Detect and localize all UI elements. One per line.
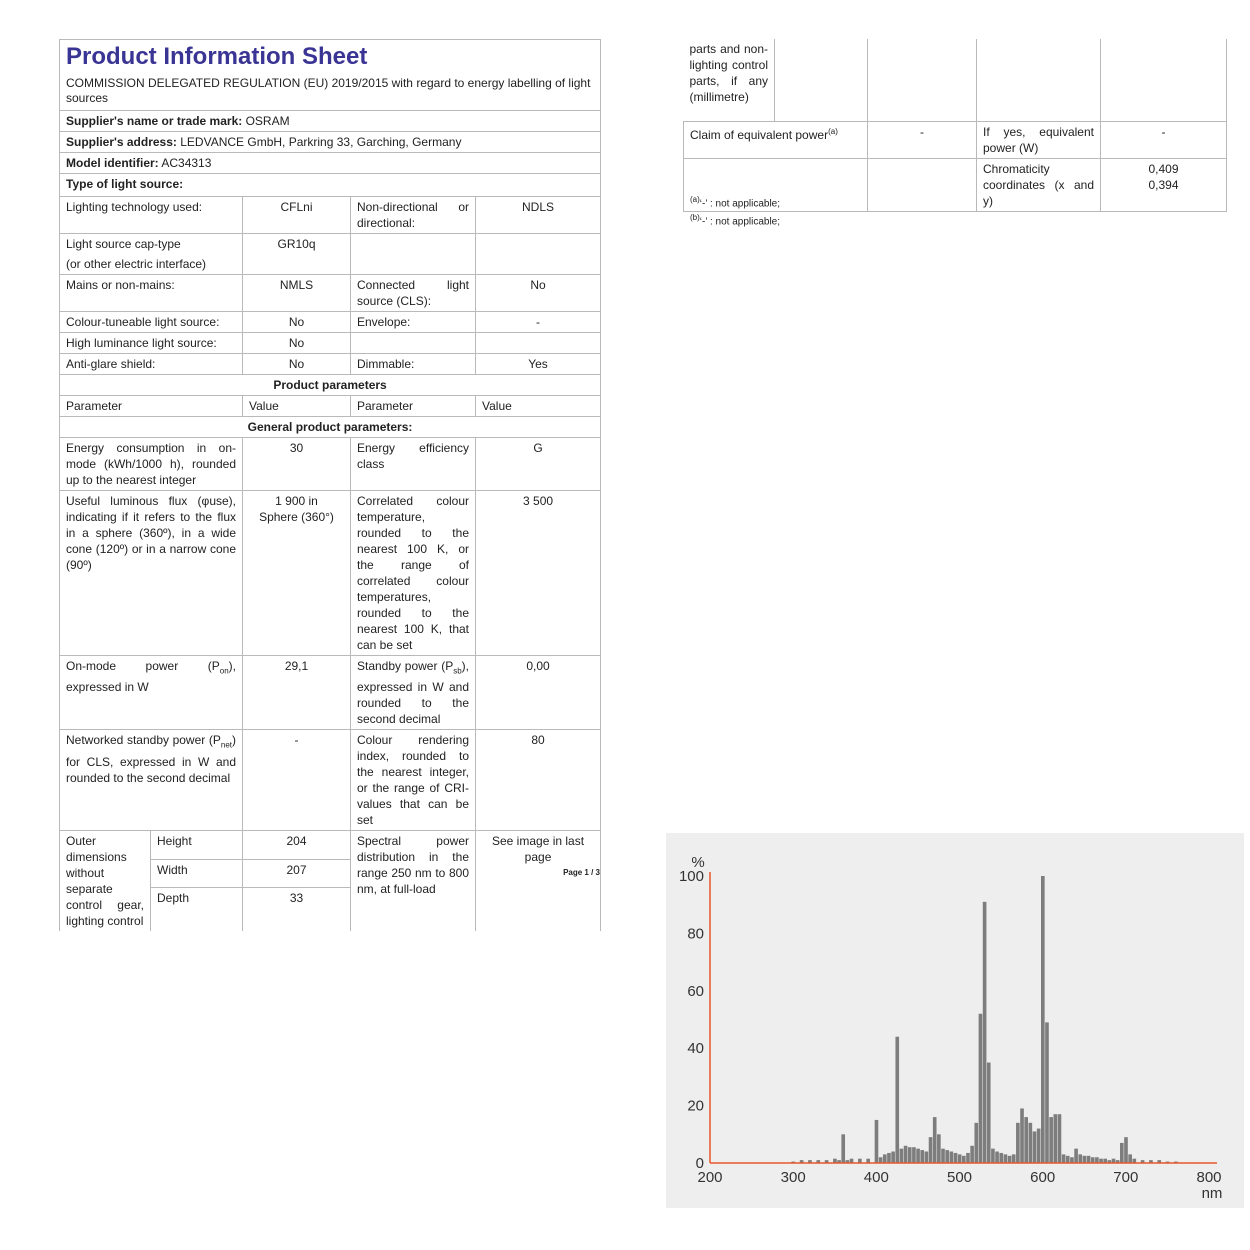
footnote-text: ‘-’ : not applicable; [699, 216, 781, 228]
spectral-bar [941, 1149, 945, 1163]
model-label: Model identifier: [66, 156, 159, 170]
x-tick-label: 200 [697, 1169, 723, 1186]
spectral-bar [1078, 1154, 1082, 1163]
spectral-bar [958, 1154, 962, 1163]
param-label-text: On-mode power (P [66, 659, 220, 673]
y-tick-label: 80 [687, 925, 704, 943]
spectral-bar [904, 1146, 908, 1163]
y-tick-label: 0 [695, 1155, 704, 1172]
spectral-bar [895, 1037, 899, 1163]
supplier-label: Supplier's name or trade mark: [66, 114, 243, 128]
param-value: 29,1 [243, 656, 351, 730]
param-subscript: on [219, 666, 229, 676]
param-label [60, 730, 243, 831]
y-tick-label: 60 [687, 982, 704, 1000]
type-label: High luminance light source: [60, 333, 243, 354]
x-tick-label: 700 [1113, 1169, 1139, 1186]
continuation-page [683, 39, 1226, 212]
spectral-bar [1070, 1157, 1074, 1163]
type-value: - [476, 312, 601, 333]
empty-cell [868, 158, 977, 211]
spectral-bar [1128, 1154, 1132, 1163]
y-tick-label: 20 [687, 1097, 704, 1115]
param-label: Energy efficiency class [351, 438, 476, 491]
dimension-value: 207 [243, 859, 351, 887]
spectral-bar [1083, 1156, 1087, 1163]
type-value: GR10q [243, 234, 351, 275]
type-label: Colour-tuneable light source: [60, 312, 243, 333]
spectral-bar [1024, 1117, 1028, 1163]
y-axis-unit: % [691, 854, 705, 871]
footnote-ref: (a) [828, 126, 838, 136]
claim-label: Claim of equivalent power [690, 127, 829, 142]
flux-sphere: Sphere (360°) [259, 510, 334, 524]
general-parameters-heading: General product parameters: [60, 417, 601, 438]
param-value: 0,00 [476, 656, 601, 730]
footnote-a [690, 194, 780, 210]
x-tick-label: 500 [946, 1169, 973, 1186]
spectral-bar [920, 1150, 924, 1163]
spectral-bar [912, 1147, 916, 1163]
dimension-name: Depth [151, 887, 243, 931]
spectral-bar [1053, 1114, 1057, 1163]
column-header: Value [476, 396, 601, 417]
type-value: No [243, 333, 351, 354]
supplier-value: OSRAM [245, 114, 290, 128]
param-value: 80 [476, 730, 601, 831]
spectral-bar [1049, 1117, 1053, 1163]
param-value: - [1101, 121, 1227, 158]
spectral-bar [954, 1153, 958, 1163]
param-label: Colour rendering index, rounded to the nearest integer, or the range of CRI-values that can be set [351, 730, 476, 831]
spectral-bar [1012, 1154, 1016, 1163]
type-value: NMLS [243, 275, 351, 312]
spectral-bar [1058, 1114, 1062, 1163]
type-value [476, 333, 601, 354]
spectral-bar [891, 1152, 895, 1163]
spectral-bar [916, 1149, 920, 1163]
x-axis-unit: nm [1201, 1185, 1223, 1202]
info-table [59, 39, 601, 931]
spectral-bar [1091, 1157, 1095, 1163]
spectral-distribution-value: See image in last page [476, 831, 601, 932]
param-value: 30 [243, 438, 351, 491]
model-row [60, 153, 601, 174]
address-label: Supplier's address: [66, 135, 177, 149]
spectral-bar [925, 1152, 929, 1163]
cap-type-sublabel: (or other electric interface) [66, 257, 207, 271]
empty-cell [775, 39, 868, 121]
spectral-bar [933, 1117, 937, 1163]
spectral-bars [792, 876, 1178, 1163]
cap-type-label: Light source cap-type [66, 237, 181, 251]
x-tick-label: 600 [1030, 1169, 1056, 1186]
x-tick-label: 400 [863, 1169, 889, 1186]
param-subscript: sb [453, 666, 462, 676]
param-value: G [476, 438, 601, 491]
footnote-mark: (b) [690, 213, 700, 222]
spectral-bar [974, 1123, 978, 1163]
page-title: Product Information Sheet [60, 40, 601, 75]
type-label [60, 234, 243, 275]
type-label [351, 333, 476, 354]
spectral-bar [937, 1134, 941, 1163]
param-label-text: ), expressed in W [66, 659, 236, 695]
spectral-bar [1041, 876, 1045, 1163]
spectral-bar [908, 1147, 912, 1163]
type-label: Dimmable: [351, 354, 476, 375]
spectral-bar [887, 1153, 891, 1163]
chroma-x: 0,409 [1148, 161, 1179, 176]
param-label: Correlated colour temperature, rounded to the nearest 100 K, or the range of correlated colour temperatures, rounded to the nearest 100 K, that can be set [351, 491, 476, 656]
dimensions-label-continued: parts and non-lighting control parts, if any (millimetre) [684, 39, 775, 121]
type-label [351, 234, 476, 275]
spectral-bar [1004, 1154, 1008, 1163]
type-value: No [476, 275, 601, 312]
spectral-bar [979, 1014, 983, 1163]
spectral-bar [900, 1149, 904, 1163]
param-label: Chromaticity coordinates (x and y) [977, 158, 1101, 211]
y-tick-label: 40 [687, 1040, 704, 1058]
param-value: - [243, 730, 351, 831]
spectral-distribution-label: Spectral power distribution in the range 250 nm to 800 nm, at full-load [351, 831, 476, 932]
param-label-text: Standby power (P [357, 659, 454, 673]
param-subscript: net [220, 740, 232, 750]
flux-value: 1 900 in [275, 494, 318, 508]
spectral-bar [1020, 1108, 1024, 1163]
param-value [1101, 158, 1227, 211]
spectral-bar [875, 1120, 879, 1163]
spectral-power-chart [666, 833, 1244, 1208]
type-label: Envelope: [351, 312, 476, 333]
spectral-bar [950, 1152, 954, 1163]
type-label: Mains or non-mains: [60, 275, 243, 312]
param-label [351, 656, 476, 730]
empty-cell [868, 39, 977, 121]
empty-cell [1101, 39, 1227, 121]
type-heading: Type of light source: [60, 174, 601, 197]
product-parameters-heading: Product parameters [60, 375, 601, 396]
param-value: - [868, 121, 977, 158]
spectral-bar [999, 1153, 1003, 1163]
type-label: Lighting technology used: [60, 197, 243, 234]
spectral-bar [1037, 1129, 1041, 1163]
spectral-bar [962, 1156, 966, 1163]
type-value [476, 234, 601, 275]
param-label-text: ) for CLS, expressed in W and rounded to the second decimal [66, 733, 236, 785]
model-value: AC34313 [161, 156, 212, 170]
continuation-table [683, 39, 1227, 212]
footnote-mark: (a) [690, 195, 700, 204]
spectral-bar [1120, 1143, 1124, 1163]
param-label: If yes, equivalent power (W) [977, 121, 1101, 158]
param-label-text: Networked standby power (P [66, 733, 221, 748]
empty-cell [977, 39, 1101, 121]
spectral-bar [991, 1149, 995, 1163]
spectral-bar [1029, 1123, 1033, 1163]
type-value: No [243, 312, 351, 333]
column-header: Value [243, 396, 351, 417]
address-value: LEDVANCE GmbH, Parkring 33, Garching, Germany [180, 135, 462, 149]
type-value: No [243, 354, 351, 375]
spectral-bar [883, 1154, 887, 1163]
spectral-bar [966, 1153, 970, 1163]
dimension-value: 204 [243, 831, 351, 859]
dimension-value: 33 [243, 887, 351, 931]
spectral-bar [970, 1146, 974, 1163]
chart-axes [710, 872, 1217, 1163]
supplier-row [60, 111, 601, 132]
spectral-bar [1033, 1131, 1037, 1163]
dimension-name: Height [151, 831, 243, 859]
spectral-bar [929, 1137, 933, 1163]
type-label: Non-directional or directional: [351, 197, 476, 234]
spectral-bar [1066, 1156, 1070, 1163]
spectral-bar [841, 1134, 845, 1163]
type-value: NDLS [476, 197, 601, 234]
column-header: Parameter [351, 396, 476, 417]
x-tick-label: 300 [780, 1169, 806, 1186]
spectral-bar [1016, 1123, 1020, 1163]
type-value: Yes [476, 354, 601, 375]
spectral-bar [879, 1157, 883, 1163]
product-information-sheet [59, 39, 600, 931]
spectral-bar [1074, 1149, 1078, 1163]
type-label: Connected light source (CLS): [351, 275, 476, 312]
param-label [60, 656, 243, 730]
y-tick-label: 100 [678, 868, 704, 885]
dimension-name: Width [151, 859, 243, 887]
param-label-text: ), expressed in W and rounded to the second decimal [357, 659, 469, 727]
param-label [684, 121, 868, 158]
param-label: Useful luminous flux (φuse), indicating if it refers to the flux in a sphere (360º), in a wide cone (120º) or in a narrow cone (90º) [60, 491, 243, 656]
spectral-bar [1008, 1156, 1012, 1163]
chroma-y: 0,394 [1148, 177, 1179, 192]
spectral-bar [987, 1063, 991, 1163]
page-number: Page 1 / 3 [563, 868, 600, 877]
spectral-bar [1062, 1154, 1066, 1163]
spectral-bar [983, 902, 987, 1163]
spectral-chart-svg [666, 833, 1244, 1208]
type-value: CFLni [243, 197, 351, 234]
param-value [243, 491, 351, 656]
type-label: Anti-glare shield: [60, 354, 243, 375]
spectral-bar [1095, 1157, 1099, 1163]
param-label: Energy consumption in on-mode (kWh/1000 h), rounded up to the nearest integer [60, 438, 243, 491]
spectral-bar [995, 1152, 999, 1163]
address-row [60, 132, 601, 153]
spectral-bar [1045, 1022, 1049, 1163]
regulation-text: COMMISSION DELEGATED REGULATION (EU) 2019/2015 with regard to energy labelling of light sources [60, 74, 601, 111]
spectral-bar [1124, 1137, 1128, 1163]
dimensions-label: Outer dimensions without separate control gear, lighting control [60, 831, 151, 932]
x-tick-label: 800 [1196, 1169, 1222, 1186]
column-header: Parameter [60, 396, 243, 417]
spectral-bar [1087, 1156, 1091, 1163]
footnote-b [690, 212, 780, 228]
spectral-bar [945, 1150, 949, 1163]
footnote-text: ‘-’ : not applicable; [699, 198, 781, 210]
param-value: 3 500 [476, 491, 601, 656]
chart-ticks [679, 868, 1222, 1186]
